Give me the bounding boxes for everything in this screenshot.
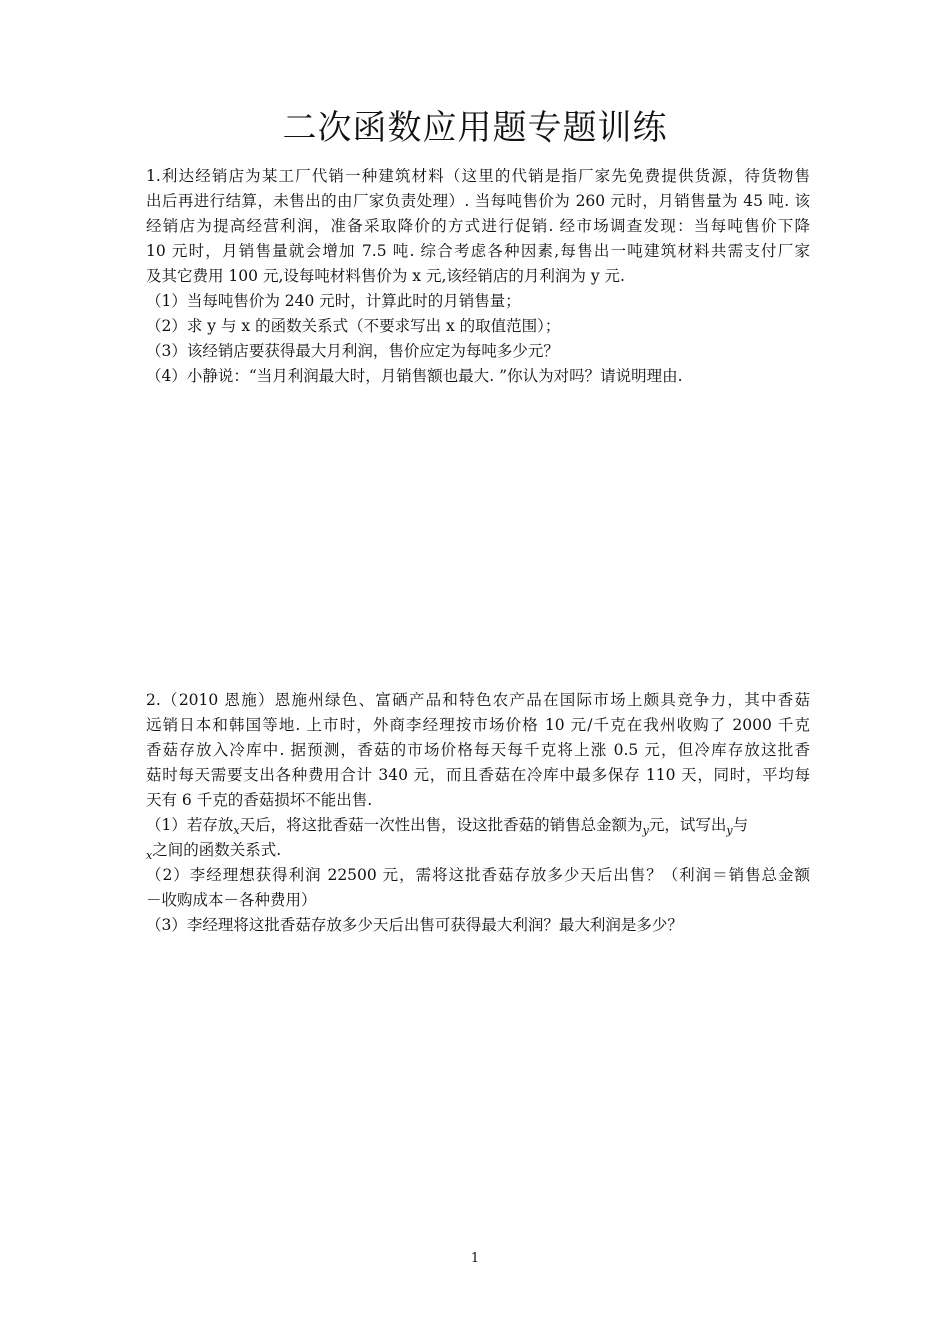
q1-line: 10 元时，月销售量就会增加 7.5 吨. 综合考虑各种因素,每售出一吨建筑材料共需支付厂家 (146, 242, 810, 260)
q1-part-3: （3）该经销店要获得最大月利润，售价应定为每吨多少元？ (146, 342, 559, 360)
q2-part-1 (146, 813, 810, 838)
q2-line: 远销日本和韩国等地. 上市时，外商李经理按市场价格 10 元/千克在我州收购了 2000 千克 (146, 716, 810, 734)
q2-line: 天有 6 千克的香菇损坏不能出售. (146, 791, 373, 809)
q1-part-4: （4）小静说：“当月利润最大时，月销售额也最大. ”你认为对吗？请说明理由. (146, 367, 683, 385)
q2-p1-text: 与 (732, 816, 749, 834)
q2-line: 2.（2010 恩施）恩施州绿色、富硒产品和特色农产品在国际市场上颇具竞争力，其中香菇 (146, 691, 810, 709)
q2-line: 香菇存放入冷库中. 据预测，香菇的市场价格每天每千克将上涨 0.5 元，但冷库存放这批香 (146, 741, 810, 759)
q2-p1-text: 之间的函数关系式. (152, 841, 282, 859)
q1-line: 1.利达经销店为某工厂代销一种建筑材料（这里的代销是指厂家先免费提供货源，待货物售 (146, 167, 810, 185)
q1-line: 出后再进行结算，未售出的由厂家负责处理）. 当每吨售价为 260 元时，月销售量为 45 吨. 该 (146, 192, 810, 210)
math-var-y: y (642, 824, 649, 837)
question-2 (146, 688, 810, 938)
math-var-x: x (146, 849, 153, 862)
q2-p1-text: 天后，将这批香菇一次性出售，设这批香菇的销售总金额为 (239, 816, 643, 834)
q2-part-2-cont: －收购成本－各种费用） (146, 891, 317, 909)
q2-p1-text: （1）若存放 (146, 816, 234, 834)
question-1 (146, 164, 810, 389)
math-var-x: x (233, 824, 240, 837)
q2-part-3: （3）李经理将这批香菇存放多少天后出售可获得最大利润？最大利润是多少？ (146, 916, 683, 934)
math-var-y: y (726, 824, 733, 837)
page-title: 二次函数应用题专题训练 (282, 108, 668, 148)
q1-part-2: （2）求 y 与 x 的函数关系式（不要求写出 x 的取值范围）； (146, 317, 561, 335)
q1-line: 经销店为提高经营利润，准备采取降价的方式进行促销. 经市场调查发现：当每吨售价下降 (146, 217, 810, 235)
q1-line: 及其它费用 100 元,设每吨材料售价为 x 元,该经销店的月利润为 y 元. (146, 267, 625, 285)
q2-line: 菇时每天需要支出各种费用合计 340 元，而且香菇在冷库中最多保存 110 天，同时，平均每 (146, 766, 810, 784)
q2-part-1-cont (146, 838, 810, 863)
page-number: 1 (470, 1251, 480, 1266)
q2-part-2: （2）李经理想获得利润 22500 元，需将这批香菇存放多少天后出售？（利润＝销售总金额 (146, 866, 810, 884)
q1-part-1: （1）当每吨售价为 240 元时，计算此时的月销售量； (146, 292, 521, 310)
q2-p1-text: 元，试写出 (648, 816, 727, 834)
